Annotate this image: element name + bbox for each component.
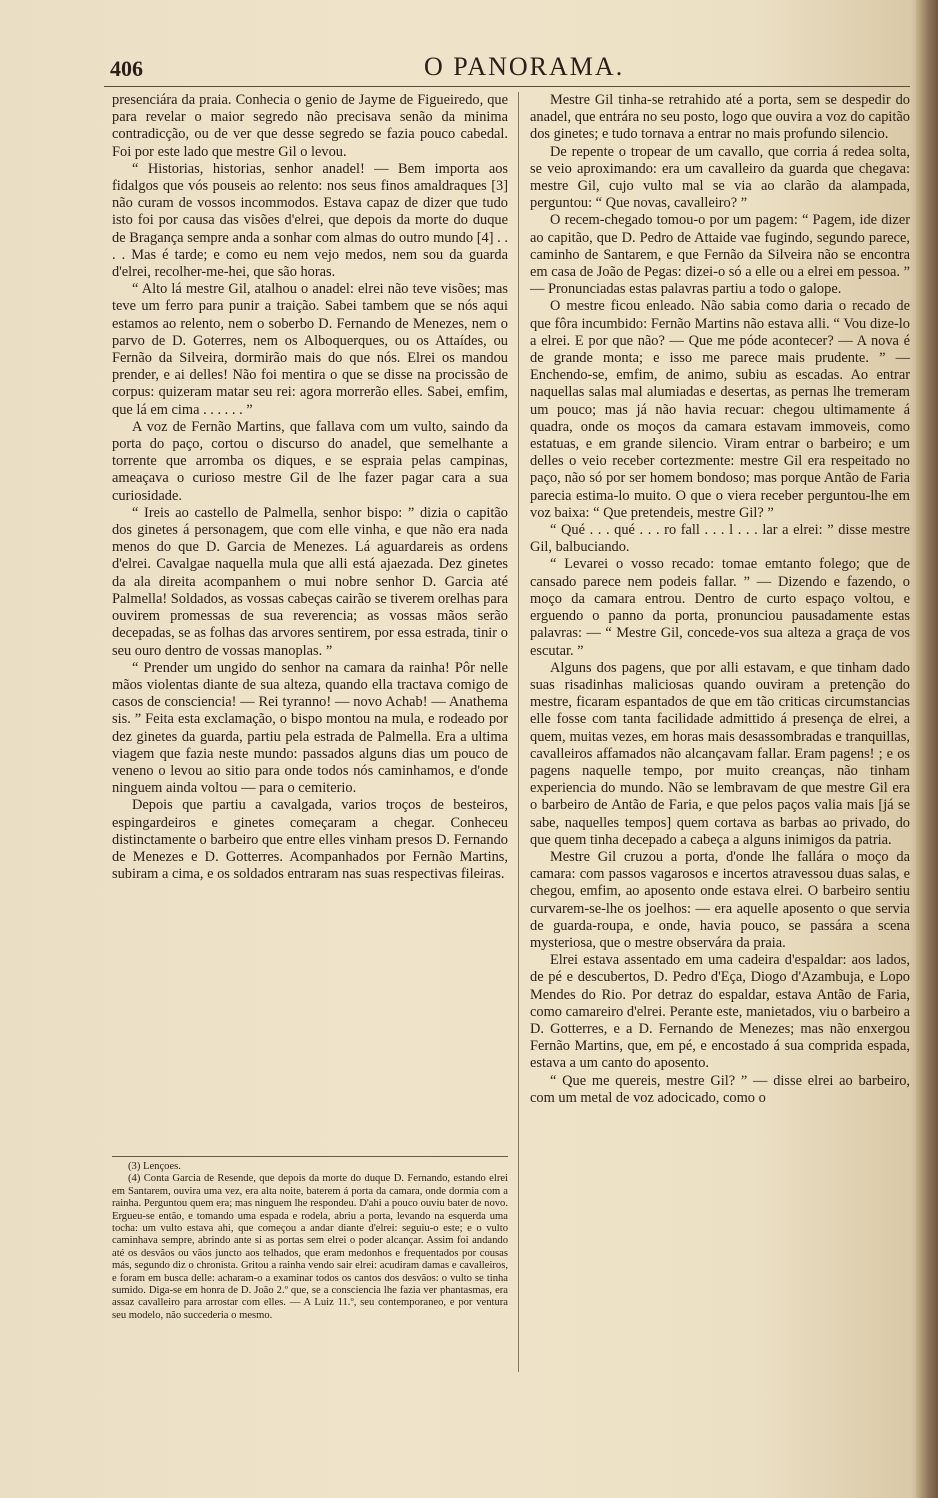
paragraph: “ Ireis ao castello de Palmella, senhor bispo: ” dizia o capitão dos ginetes á personagem, que com elle vinha, e que não era nada menos do que D. Garcia de Menezes. Lá aguardareis as ordens d'elrei. Cavalgae naquella mula que alli está ajaezada. Dez ginetes da ala direita acompanhem o mui nobre senhor D. Garcia até Palmella! Soldados, as vossas cabeças cairão se tiverem orelhas para ouvirem promessas de sua reverencia; as vossas mãos serão decepadas, se as folhas das arvores sentirem, por essa estrada, tinir o seu ouro dentro de vossas manoplas. ” [112,504,508,659]
left-column [112,92,508,883]
paragraph: Depois que partiu a cavalgada, varios troços de besteiros, espingardeiros e ginetes começaram a chegar. Conheceu distinctamente o barbeiro que entre elles vinham presos D. Fernando de Menezes e D. Gotterres. Acompanhados por Fernão Martins, subiram a cima, e os soldados entraram nas suas respectivas fileiras. [112,797,508,883]
paragraph: Mestre Gil cruzou a porta, d'onde lhe fallára o moço da camara: com passos vagarosos e incertos atravessou duas salas, e chegou, emfim, ao aposento onde estava elrei. O barbeiro sentiu curvarem-se-lhe os joelhos: — era aquelle aposento o que servia de guarda-roupa, e onde, havia pouco, se passára a scena mysteriosa, que o mestre observára da praia. [530,848,910,951]
footnote: (4) Conta Garcia de Resende, que depois da morte do duque D. Fernando, estando elrei em Santarem, ouvira uma vez, era alta noite, baterem á porta da camara, onde dormia com a rainha. Perguntou quem era; mas ninguem lhe respondeu. D'ahi a pouco ouviu bater de novo. Ergueu-se então, e tomando uma espada e rodela, abriu a porta, levando na esquerda uma tocha: um vulto estava ahi, que começou a andar diante d'elrei: seguiu-o este; e o vulto caminhava sempre, abrindo ante si as portas sem elrei o poder alcançar. Assim foi andando até os desvãos ou vãos juncto aos telhados, que eram medonhos e frequentados por cousas más, segundo diz o chronista. Gritou a rainha vendo sair elrei: acudiram damas e cavalleiros, e foram em busca delle: acharam-o a examinar todos os cantos dos desvãos: o vulto se tinha sumido. Diga-se em honra de D. João 2.º que, se a consciencia lhe fazia ver phantasmas, era assaz cavalleiro para arrostar com elles. — A Luiz 11.º, seu contemporaneo, e por ventura seu modelo, não succederia o mesmo. [112,1173,508,1321]
page-header [104,50,910,87]
footnote: (3) Lençoes. [128,1161,181,1172]
right-column [530,92,910,1107]
journal-title: O PANORAMA. [424,52,625,81]
paragraph: “ Que me quereis, mestre Gil? ” — disse elrei ao barbeiro, com um metal de voz adocicado, como o [530,1072,910,1106]
paragraph: O mestre ficou enleado. Não sabia como daria o recado de que fôra incumbido: Fernão Martins não estava alli. “ Vou dize-lo a elrei. E por que não? — Que me póde acontecer? — A nova é de grande monta; e isso me parece mais prudente. ” — Enchendo-se, emfim, de animo, subiu as escadas. Ao entrar naquellas salas mal alumiadas e desertas, as pernas lhe tremeram um pouco; mas já não havia recuar: chegou ultimamente á quadra, onde os moços da camara estavam immoveis, como estatuas, e em grande silencio. Viram entrar o barbeiro; e um delles o veio receber cortezmente: mestre Gil era respeitado no paço, não só por ser homem bondoso; mas porque Antão de Faria parecia estima-lo muito. O que o viera receber perguntou-lhe em voz baixa: “ Que pretendeis, mestre Gil? ” [530,298,910,521]
paragraph: Elrei estava assentado em uma cadeira d'espaldar: aos lados, de pé e descubertos, D. Pedro d'Eça, Diogo d'Azambuja, e Lopo Mendes do Rio. Por detraz do espaldar, estava Antão de Faria, como camareiro d'elrei. Perante este, manietados, viu o barbeiro a D. Gotterres, e a D. Fernando de Menezes; mas não enxergou Fernão Martins, que, em pé, e encostado á sua comprida espada, estava a um canto do aposento. [530,952,910,1072]
paragraph: Mestre Gil tinha-se retrahido até a porta, sem se despedir do anadel, que entrára no seu posto, logo que ouvira a voz do capitão dos ginetes; e tudo tornava a entrar no mais profundo silencio. [530,92,910,143]
column-divider [518,92,519,1372]
paragraph: Alguns dos pagens, que por alli estavam, e que tinham dado suas risadinhas maliciosas quando ouviram a pretenção do mestre, ficaram espantados de que em tão criticas circumstancias elle fosse com tanta facilidade admittido á presença de elrei, a quem, muitas vezes, em horas mais desassombradas e tranquillas, cavalleiros affamados não alcançavam fallar. Eram pagens! ; e os pagens naquelle tempo, por muito creanças, não tinham experiencia do mundo. Não se lembravam de que mestre Gil era o barbeiro de Antão de Faria, e que pelos paços valia mais [já se sabe, naquelles tempos] quem cortava as barbas ao privado, do que quem tinha decepado a cabeça a alguns inimigos da patria. [530,659,910,848]
paragraph: De repente o tropear de um cavallo, que corria á redea solta, se veio aproximando: era um cavalleiro da guarda que chegava: mestre Gil, cujo vulto mal se via ao clarão da alampada, perguntou: “ Que novas, cavalleiro? ” [530,143,910,212]
paragraph: presenciára da praia. Conhecia o genio de Jayme de Figueiredo, que para revelar o maior segredo não precisava senão da minima contradicção, ou de ver que desse segredo se fazia pouco cabedal. Foi por este lado que mestre Gil o levou. [112,92,508,160]
paragraph: A voz de Fernão Martins, que fallava com um vulto, saindo da porta do paço, cortou o discurso do anadel, que semelhante a torrente que arromba os diques, e se espraia pelas campinas, ameaçava o curioso mestre Gil de lhe fazer pagar cara a sua curiosidade. [112,418,508,504]
binding-edge [916,0,938,1498]
paragraph: “ Prender um ungido do senhor na camara da rainha! Pôr nelle mãos violentas diante de sua alteza, quando ella tractava comigo de casos de consciencia! — Rei tyranno! — novo Achab! — Anathema sis. ” Feita esta exclamação, o bispo montou na mula, e rodeado por dez ginetes da guarda, partiu pela estrada de Palmella. Era a ultima viagem que fazia neste mundo: passados alguns dias um pouco de veneno o levou ao sitio para onde todos nós caminhamos, e d'onde ninguem ainda voltou — para o cemiterio. [112,659,508,797]
paragraph: “ Levarei o vosso recado: tomae emtanto folego; que de cansado parece nem podeis fallar. ” — Dizendo e fazendo, o moço da camara entrou. Dentro de curto espaço voltou, e erguendo o panno da porta, pronunciou pausadamente estas palavras: — “ Mestre Gil, concede-vos sua alteza a graça de vos escutar. ” [530,556,910,659]
footnotes [112,1156,508,1322]
paragraph: O recem-chegado tomou-o por um pagem: “ Pagem, ide dizer ao capitão, que D. Pedro de Attaide vae fugindo, segundo parece, caminho de Santarem, e que Fernão da Silveira não se encontra em casa de João de Pegas: dizei-o só a elle ou a elrei em pessoa. ” — Pronunciadas estas palavras partiu a todo o galope. [530,212,910,298]
paragraph: “ Alto lá mestre Gil, atalhou o anadel: elrei não teve visões; mas teve um ferro para punir a traição. Sabei tambem que se nós aqui estamos ao relento, nem o soberbo D. Fernando de Menezes, nem o parvo de D. Goterres, nem os Alboquerques, ou os Attaídes, ou Fernão da Silveira, dormirão mais do que nós. Elrei os mandou prender, e ai delles! Não foi mentira o que se disse na procissão de corpus: quizeram matar seu rei: agora morrerão elles. Sabei, emfim, que lá em cima . . . . . . ” [112,281,508,418]
paragraph: “ Historias, historias, senhor anadel! — Bem importa aos fidalgos que vós pouseis ao relento: nos seus finos amaldraques [3] não curam de vossos incommodos. Estava capaz de dizer que tudo isto foi por causa das visões d'elrei, que depois da morte do duque de Bragança sempre anda a sonhar com almas do outro mundo [4] . . . . Mas é tarde; e como eu nem vejo medos, nem sou da guarda d'elrei, recolher-me-hei, que são horas. [112,160,508,281]
paragraph: “ Qué . . . qué . . . ro fall . . . l . . . lar a elrei: ” disse mestre Gil, balbuciando. [530,522,910,556]
page-number: 406 [110,56,143,81]
